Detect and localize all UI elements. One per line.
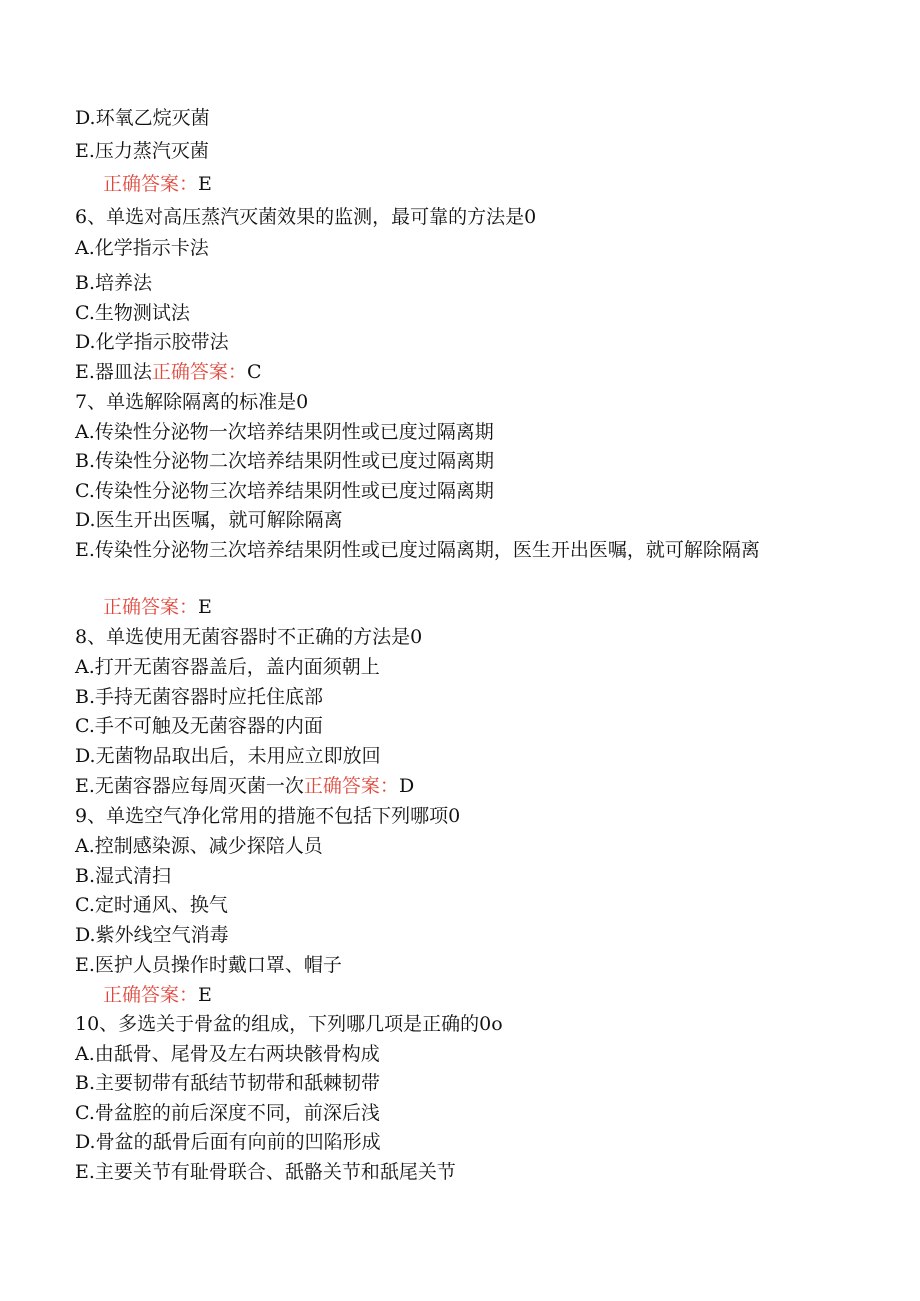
q9-option-d: D.紫外线空气消毒 bbox=[75, 924, 229, 946]
q7-stem: 7、单选解除隔离的标准是0 bbox=[75, 391, 309, 413]
q5-answer bbox=[103, 169, 860, 199]
answer-label: 正确答案： bbox=[103, 173, 199, 195]
q6-option-b: B.培养法 bbox=[75, 272, 153, 294]
q8-option-e-with-answer bbox=[75, 771, 860, 801]
answer-value: E bbox=[198, 984, 212, 1006]
q6-option-c: C.生物测试法 bbox=[75, 302, 190, 324]
answer-label: 正确答案： bbox=[103, 984, 199, 1006]
q8-option-a: A.打开无菌容器盖后，盖内面须朝上 bbox=[75, 656, 380, 678]
q6-stem: 6、单选对高压蒸汽灭菌效果的监测，最可靠的方法是0 bbox=[75, 206, 537, 228]
answer-value: E bbox=[198, 173, 212, 195]
q8-option-b: B.手持无菌容器时应托住底部 bbox=[75, 686, 324, 708]
q9-answer bbox=[103, 980, 860, 1010]
q7-option-e: E.传染性分泌物三次培养结果阴性或已度过隔离期，医生开出医嘱，就可解除隔离 bbox=[75, 539, 760, 561]
q10-stem: 10、多选关于骨盆的组成，下列哪几项是正确的0o bbox=[75, 1013, 503, 1035]
answer-value: E bbox=[198, 596, 212, 618]
answer-label: 正确答案： bbox=[103, 596, 199, 618]
q6-option-e-with-answer bbox=[75, 357, 860, 387]
q8-stem: 8、单选使用无菌容器时不正确的方法是0 bbox=[75, 626, 423, 648]
q5-option-d: D.环氧乙烷灭菌 bbox=[75, 107, 210, 129]
q9-option-b: B.湿式清扫 bbox=[75, 865, 172, 887]
q8-option-c: C.手不可触及无菌容器的内面 bbox=[75, 715, 323, 737]
q5-option-e: E.压力蒸汽灭菌 bbox=[75, 140, 209, 162]
q10-option-a: A.由舐骨、尾骨及左右两块骸骨构成 bbox=[75, 1043, 380, 1065]
q10-option-b: B.主要韧带有舐结节韧带和舐棘韧带 bbox=[75, 1072, 381, 1094]
q7-option-c: C.传染性分泌物三次培养结果阴性或已度过隔离期 bbox=[75, 480, 494, 502]
q6-option-e: E.器皿法 bbox=[75, 361, 152, 383]
q9-stem: 9、单选空气净化常用的措施不包括下列哪项0 bbox=[75, 805, 461, 827]
q9-option-a: A.控制感染源、减少探陪人员 bbox=[75, 835, 323, 857]
q9-option-c: C.定时通风、换气 bbox=[75, 894, 228, 916]
q8-option-e: E.无菌容器应每周灭菌一次 bbox=[75, 775, 304, 797]
q10-option-e: E.主要关节有耻骨联合、舐骼关节和舐尾关节 bbox=[75, 1161, 456, 1183]
q8-option-d: D.无菌物品取出后，未用应立即放回 bbox=[75, 745, 381, 767]
q6-option-d: D.化学指示胶带法 bbox=[75, 331, 229, 353]
answer-label: 正确答案： bbox=[303, 775, 399, 797]
q7-option-b: B.传染性分泌物二次培养结果阴性或已度过隔离期 bbox=[75, 450, 495, 472]
answer-label: 正确答案： bbox=[151, 361, 247, 383]
answer-value: D bbox=[398, 775, 415, 797]
q9-option-e: E.医护人员操作时戴口罩、帽子 bbox=[75, 954, 342, 976]
answer-value: C bbox=[246, 361, 262, 383]
q7-answer bbox=[103, 592, 860, 622]
q7-option-d: D.医生开出医嘱，就可解除隔离 bbox=[75, 509, 343, 531]
q10-option-d: D.骨盆的舐骨后面有向前的凹陷形成 bbox=[75, 1131, 381, 1153]
q7-option-a: A.传染性分泌物一次培养结果阴性或已度过隔离期 bbox=[75, 421, 494, 443]
q10-option-c: C.骨盆腔的前后深度不同，前深后浅 bbox=[75, 1102, 380, 1124]
q6-option-a: A.化学指示卡法 bbox=[75, 237, 209, 259]
